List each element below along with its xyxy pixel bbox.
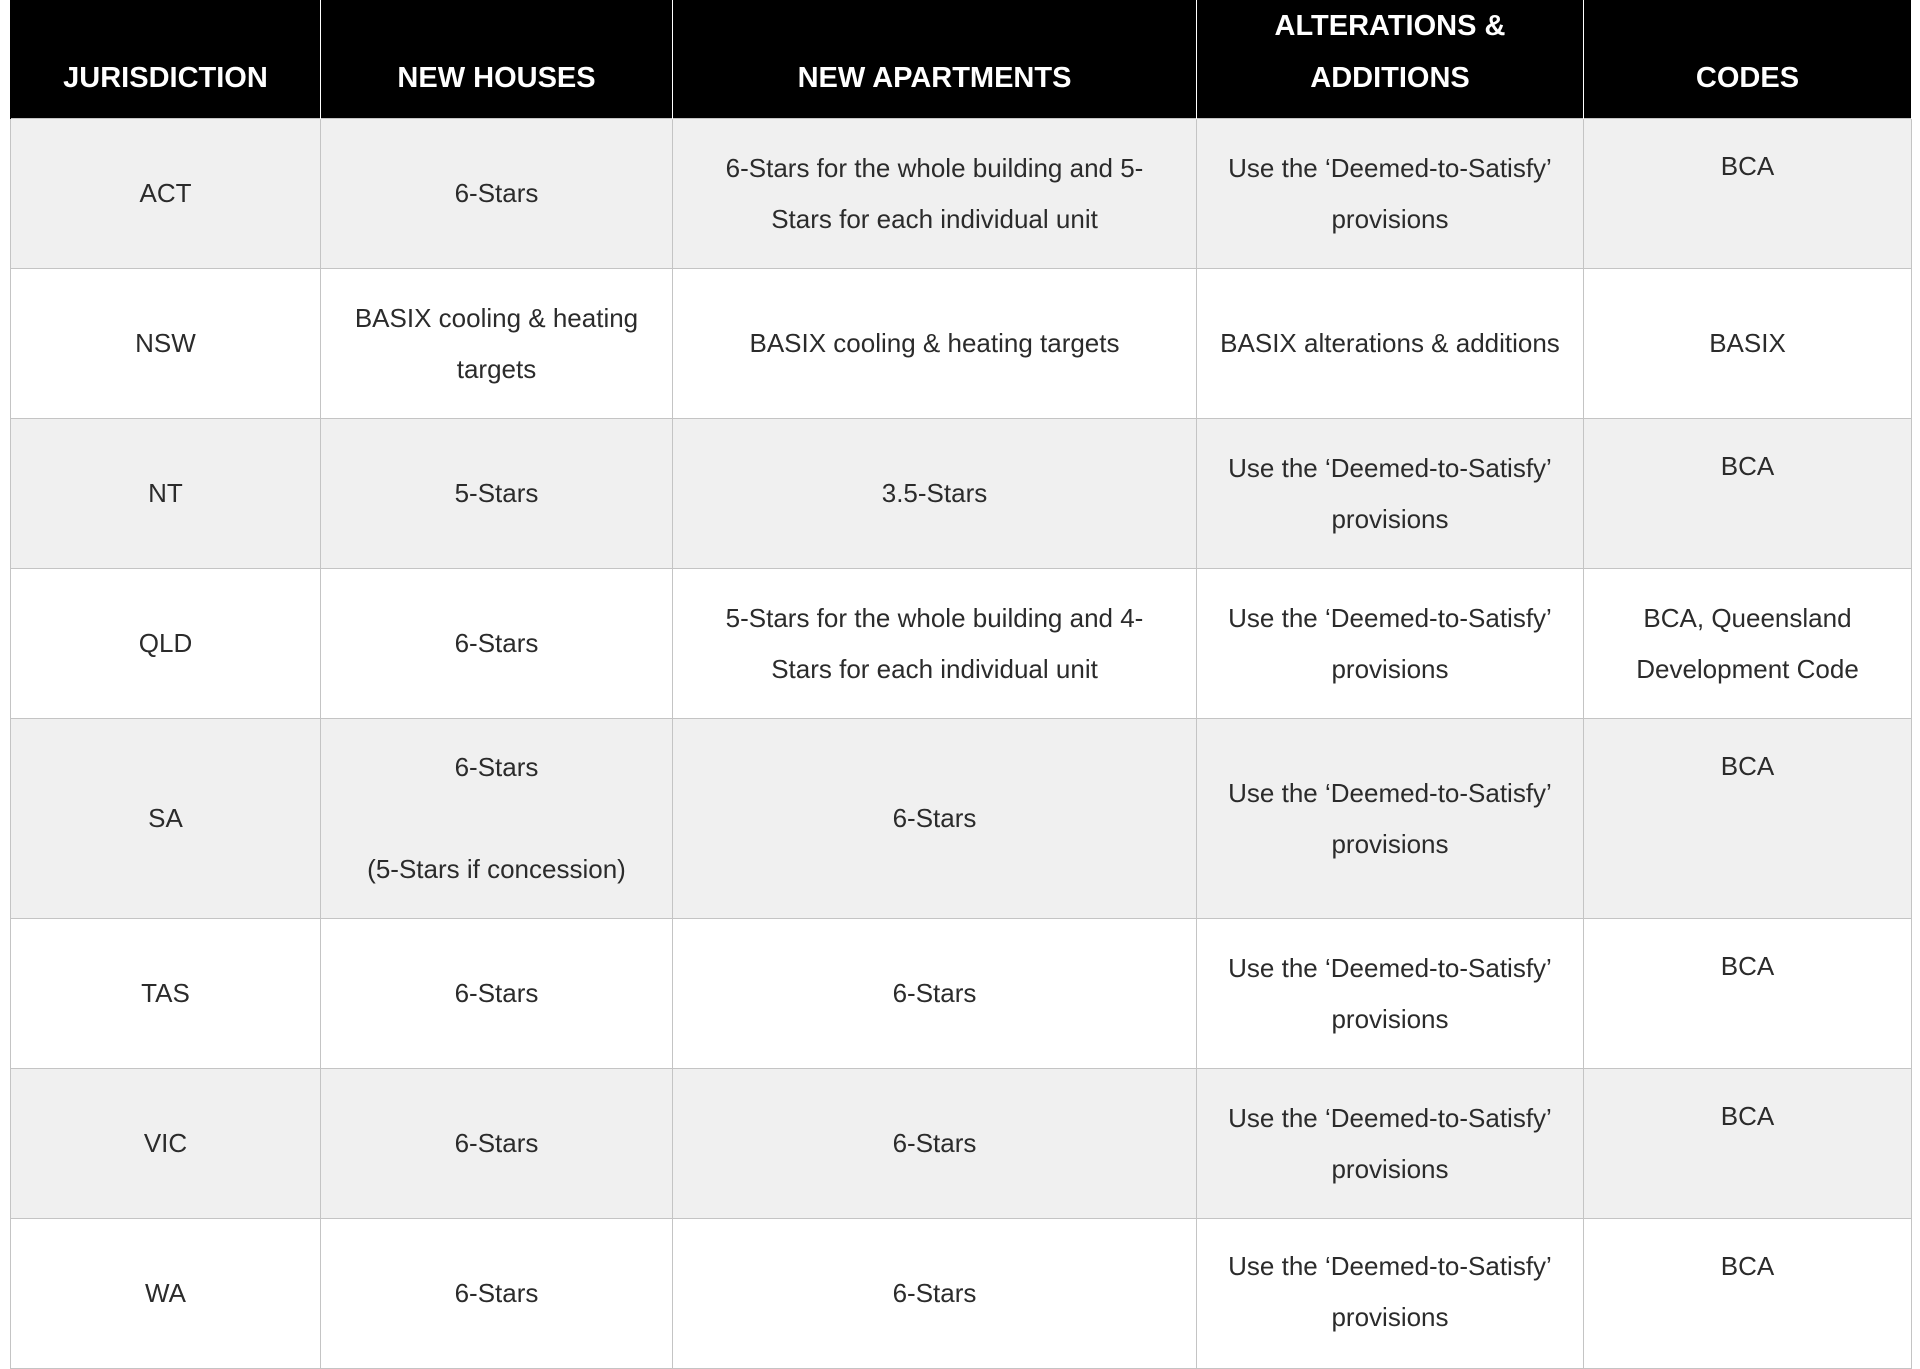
table-header	[11, 0, 1912, 119]
table-row	[11, 419, 1912, 569]
cell-new-apartments	[673, 1219, 1197, 1369]
table-row	[11, 1219, 1912, 1369]
cell-text-line: BASIX cooling & heating targets	[749, 328, 1120, 358]
cell-jurisdiction: SA	[11, 719, 321, 919]
cell-alterations-additions	[1197, 269, 1584, 419]
cell-text-line: Development Code	[1636, 653, 1859, 684]
cell-text-line: provisions	[1331, 828, 1449, 859]
cell-codes	[1584, 269, 1912, 419]
cell-text-line: Stars for each individual unit	[771, 203, 1098, 234]
cell-text-line: provisions	[1331, 1003, 1449, 1034]
cell-new-houses	[321, 719, 673, 919]
cell-text-line: provisions	[1331, 503, 1449, 534]
table-row	[11, 269, 1912, 419]
cell-text-line: 6-Stars	[454, 628, 539, 658]
cell-text-line: 3.5-Stars	[881, 478, 988, 508]
cell-text-line: BCA	[1720, 451, 1775, 481]
cell-text-line: BASIX	[1709, 328, 1786, 358]
header-alterations-line1: ALTERATIONS &	[1274, 10, 1506, 42]
cell-alterations-additions	[1197, 719, 1584, 919]
cell-alterations-additions	[1197, 569, 1584, 719]
cell-new-houses	[321, 1069, 673, 1219]
cell-new-apartments	[673, 1069, 1197, 1219]
cell-new-houses	[321, 119, 673, 269]
cell-text-line: BCA	[1720, 751, 1775, 781]
cell-text-line: 6-Stars	[454, 178, 539, 208]
cell-alterations-additions	[1197, 1219, 1584, 1369]
cell-text-line: Use the ‘Deemed-to-Satisfy’	[1228, 1251, 1552, 1281]
cell-text-line: BCA	[1720, 1251, 1775, 1281]
cell-text-line: 6-Stars	[454, 978, 539, 1008]
cell-text-line: targets	[456, 353, 537, 384]
cell-text-line: BCA, Queensland	[1643, 602, 1852, 633]
cell-codes	[1584, 719, 1912, 919]
cell-text-line: 6-Stars	[454, 1128, 539, 1158]
cell-codes	[1584, 419, 1912, 569]
cell-text-line: 6-Stars	[892, 803, 977, 833]
cell-text-line: 5-Stars	[454, 478, 539, 508]
cell-text-line: Stars for each individual unit	[771, 653, 1098, 684]
table-body	[11, 119, 1912, 1369]
cell-text-line: 6-Stars	[454, 1278, 539, 1308]
cell-jurisdiction: TAS	[11, 919, 321, 1069]
cell-text-line: Use the ‘Deemed-to-Satisfy’	[1228, 952, 1552, 983]
cell-new-apartments	[673, 919, 1197, 1069]
cell-new-apartments	[673, 419, 1197, 569]
cell-text-line: provisions	[1331, 1153, 1449, 1184]
table-row	[11, 119, 1912, 269]
cell-new-apartments	[673, 569, 1197, 719]
cell-alterations-additions	[1197, 119, 1584, 269]
cell-text-line: (5-Stars if concession)	[367, 854, 626, 884]
header-jurisdiction: JURISDICTION	[11, 0, 321, 119]
table-row	[11, 569, 1912, 719]
cell-alterations-additions	[1197, 419, 1584, 569]
header-new-houses: NEW HOUSES	[321, 0, 673, 119]
cell-text-line: BCA	[1720, 1101, 1775, 1131]
energy-requirements-table-container	[10, 0, 1911, 1369]
cell-text-line: 6-Stars	[892, 978, 977, 1008]
cell-new-houses	[321, 919, 673, 1069]
cell-new-apartments	[673, 119, 1197, 269]
cell-text-line: Use the ‘Deemed-to-Satisfy’	[1228, 602, 1552, 633]
cell-text-line: BASIX alterations & additions	[1220, 328, 1560, 358]
header-codes: CODES	[1584, 0, 1912, 119]
cell-text-line: provisions	[1331, 653, 1449, 684]
table-row	[11, 919, 1912, 1069]
cell-new-apartments	[673, 269, 1197, 419]
cell-text-line: 6-Stars	[892, 1128, 977, 1158]
cell-text-line: Use the ‘Deemed-to-Satisfy’	[1228, 152, 1552, 183]
header-alterations-additions	[1197, 0, 1584, 119]
cell-text-line: BCA	[1720, 151, 1775, 181]
cell-alterations-additions	[1197, 1069, 1584, 1219]
cell-text-line: Use the ‘Deemed-to-Satisfy’	[1228, 777, 1552, 808]
cell-codes	[1584, 569, 1912, 719]
table-row	[11, 719, 1912, 919]
energy-requirements-table	[10, 0, 1912, 1369]
cell-text-line: BCA	[1720, 951, 1775, 981]
cell-jurisdiction: NSW	[11, 269, 321, 419]
cell-jurisdiction: WA	[11, 1219, 321, 1369]
cell-codes	[1584, 119, 1912, 269]
cell-text-line: 6-Stars	[892, 1278, 977, 1308]
cell-text-line: provisions	[1331, 1302, 1449, 1332]
header-new-apartments: NEW APARTMENTS	[673, 0, 1197, 119]
line-spacer	[333, 793, 660, 844]
cell-new-houses	[321, 569, 673, 719]
cell-codes	[1584, 1219, 1912, 1369]
cell-text-line: 6-Stars	[454, 752, 539, 782]
cell-text-line: BASIX cooling & heating	[354, 302, 639, 333]
cell-new-houses	[321, 269, 673, 419]
cell-jurisdiction: NT	[11, 419, 321, 569]
cell-alterations-additions	[1197, 919, 1584, 1069]
cell-jurisdiction: VIC	[11, 1069, 321, 1219]
cell-text-line: 6-Stars for the whole building and 5-	[725, 152, 1144, 183]
cell-text-line: Use the ‘Deemed-to-Satisfy’	[1228, 452, 1552, 483]
cell-text-line: Use the ‘Deemed-to-Satisfy’	[1228, 1102, 1552, 1133]
cell-jurisdiction: QLD	[11, 569, 321, 719]
cell-codes	[1584, 1069, 1912, 1219]
cell-new-apartments	[673, 719, 1197, 919]
cell-text-line: 5-Stars for the whole building and 4-	[725, 602, 1144, 633]
header-row	[11, 0, 1912, 119]
cell-new-houses	[321, 1219, 673, 1369]
header-alterations-line2: ADDITIONS	[1310, 62, 1470, 94]
cell-text-line: provisions	[1331, 203, 1449, 234]
cell-codes	[1584, 919, 1912, 1069]
table-row	[11, 1069, 1912, 1219]
cell-new-houses	[321, 419, 673, 569]
cell-jurisdiction: ACT	[11, 119, 321, 269]
